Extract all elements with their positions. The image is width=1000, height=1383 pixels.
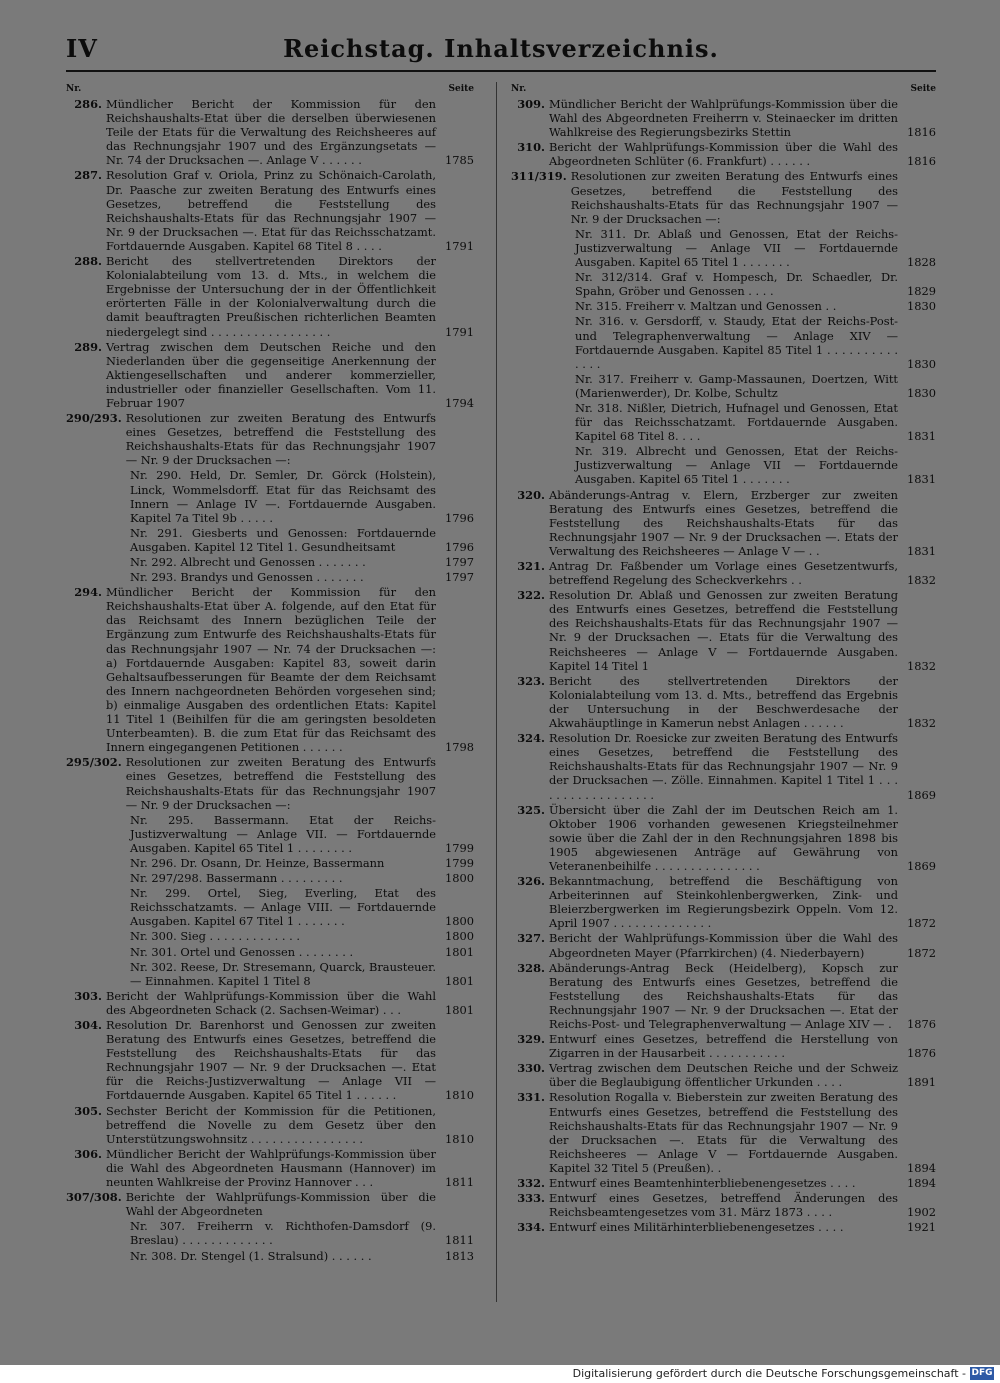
column-divider — [496, 82, 497, 1302]
entry-text: Mündlicher Bericht der Kommission für den Reichshaushalts-Etat über die derselben überwiesenen Teile der Etats für die Verwaltung des Reichsheeres auf das Rechnungsjahr 1907 und des Ergänzungsetats — Nr. 74 der Drucksachen —. Anlage V . . . . . . — [106, 97, 436, 168]
entry-text: Nr. 319. Albrecht und Genossen, Etat der Reichs-Justizverwaltung — Anlage VII — Fortdauernde Ausgaben. Kapitel 65 Titel 1 . . . . . . . — [575, 444, 898, 487]
toc-entry — [511, 961, 936, 1031]
entry-page: 1829 — [907, 284, 936, 299]
seite-label: Seite — [910, 84, 936, 94]
entry-text: Mündlicher Bericht der Wahlprüfungs-Kommission über die Wahl des Abgeordneten Hausmann (Hannover) im neunten Wahlkreise der Provinz Hannover . . . — [106, 1146, 436, 1190]
entry-page: 1832 — [907, 658, 936, 673]
toc-entry — [511, 97, 936, 139]
seite-label: Seite — [448, 84, 474, 94]
entry-page: 1796 — [445, 539, 474, 554]
entry-text: Nr. 290. Held, Dr. Semler, Dr. Görck (Holstein), Linck, Wommelsdorff. Etat für das Reichsamt des Innern — Anlage IV —. Fortdauernde Ausgaben. Kapitel 7a Titel 9b . . . . . — [130, 468, 436, 525]
left-column-head — [66, 82, 474, 96]
entry-page: 1799 — [445, 840, 474, 855]
entry-page: 1832 — [907, 716, 936, 731]
toc-entry — [511, 372, 936, 400]
entry-text: Vertrag zwischen dem Deutschen Reiche und den Niederlanden über die gegenseitige Anerkennung der Aktiengesellschaften und anderer kommerzieller, industrieller oder finanzieller Gesellschaften. Vom 11. Februar 1907 — [106, 339, 436, 410]
right-entries — [511, 97, 936, 1234]
entry-text: Resolution Rogalla v. Bieberstein zur zweiten Beratung des Entwurfs eines Gesetzes, betreffend die Feststellung des Reichshaushalts-Etats für das Rechnungsjahr 1907 — Nr. 9 der Drucksachen —. Etats für die Verwaltung des Reichsheeres — Anlage V — Fortdauernde Ausgaben. Kapitel 32 Titel 5 (Preußen). . — [549, 1090, 898, 1175]
entry-text: Resolution Dr. Roesicke zur zweiten Beratung des Entwurfs eines Gesetzes, betreffend die Feststellung des Reichshaushalts-Etats für das Rechnungsjahr 1907 — Nr. 9 der Drucksachen —. Zölle. Einnahmen. Kapitel 1 Titel 1 . . . . . . . . . . . . . . . . . . — [549, 731, 898, 802]
entry-page: 1891 — [907, 1075, 936, 1090]
entry-number: 331. — [517, 1090, 545, 1105]
entry-number: 290/293. — [66, 411, 122, 426]
nr-label: Nr. — [66, 84, 82, 94]
entry-page: 1869 — [907, 787, 936, 802]
entry-text: Bericht des stellvertretenden Direktors der Kolonialabteilung vom 13. d. Mts., betreffend das Ergebnis der Untersuchung in der Beschwerdesache der Akwahäuptlinge in Kamerun nebst Anlagen . . . . . . — [549, 673, 898, 731]
entry-text: Resolutionen zur zweiten Beratung des Entwurfs eines Gesetzes, betreffend die Feststellung des Reichshaushalts-Etats für das Rechnungsjahr 1907 — Nr. 9 der Drucksachen —: — [125, 755, 436, 812]
entry-text: Mündlicher Bericht der Wahlprüfungs-Kommission über die Wahl des Abgeordneten Freiherrn v. Steinaecker im dritten Wahlkreise des Regierungsbezirks Stettin — [549, 97, 898, 140]
toc-entry — [511, 401, 936, 443]
footer-text: Digitalisierung gefördert durch die Deutsche Forschungsgemeinschaft - — [572, 1367, 966, 1380]
entry-text: Entwurf eines Gesetzes, betreffend Änderungen des Reichsbeamtengesetzes vom 31. März 1873 . . . . — [549, 1191, 898, 1220]
entry-text: Bericht der Wahlprüfungs-Kommission über die Wahl des Abgeordneten Mayer (Pfarrkirchen) (4. Niederbayern) — [549, 931, 898, 960]
entry-number: 311/319. — [511, 169, 567, 184]
entry-page: 1828 — [907, 255, 936, 270]
entry-text: Nr. 308. Dr. Stengel (1. Stralsund) . . . . . . — [130, 1248, 372, 1263]
entry-text: Nr. 311. Dr. Ablaß und Genossen, Etat der Reichs-Justizverwaltung — Anlage VII — Fortdauernde Ausgaben. Kapitel 65 Titel 1 . . . . . . . — [575, 226, 898, 270]
entry-number: 294. — [74, 585, 102, 600]
toc-entry — [66, 989, 474, 1017]
entry-text: Abänderungs-Antrag v. Elern, Erzberger zur zweiten Beratung des Entwurfs eines Gesetzes, betreffend die Feststellung des Reichshaushalts-Etats für das Rechnungsjahr 1907 — Nr. 9 der Drucksachen —. Etats der Verwaltung des Reichsheeres — Anlage V — . . — [549, 487, 898, 558]
nr-label: Nr. — [511, 84, 527, 94]
entry-page: 1830 — [907, 356, 936, 371]
entry-page: 1816 — [907, 125, 936, 140]
entry-number: 321. — [517, 559, 545, 573]
toc-entry — [66, 871, 474, 885]
entry-text: Resolution Dr. Ablaß und Genossen zur zweiten Beratung des Entwurfs eines Gesetzes, betreffend die Feststellung des Reichshaushalts-Etats für das Rechnungsjahr 1907 — Nr. 9 der Drucksachen —. Etats für die Verwaltung des Reichsheeres — Anlage V — Fortdauernde Ausgaben. Kapitel 14 Titel 1 — [549, 588, 898, 673]
entry-page: 1799 — [445, 855, 474, 870]
entry-text: Resolutionen zur zweiten Beratung des Entwurfs eines Gesetzes, betreffend die Feststellung des Reichshaushalts-Etats für das Rechnungsjahr 1907 — Nr. 9 der Drucksachen —: — [125, 411, 436, 468]
entry-text: Nr. 291. Giesberts und Genossen: Fortdauernde Ausgaben. Kapitel 12 Titel 1. Gesundheitsamt — [130, 525, 436, 554]
toc-entry — [66, 97, 474, 167]
entry-text: Nr. 295. Bassermann. Etat der Reichs-Justizverwaltung — Anlage VII. — Fortdauernde Ausgaben. Kapitel 65 Titel 1 . . . . . . . . — [130, 812, 436, 855]
entry-text: Nr. 299. Ortel, Sieg, Everling, Etat des Reichsschatzamts. — Anlage VIII. — Fortdauernde Ausgaben. Kapitel 67 Titel 1 . . . . . . . — [130, 886, 436, 929]
toc-entry — [511, 270, 936, 298]
toc-entry — [511, 227, 936, 269]
toc-entry — [66, 570, 474, 584]
entry-page: 1872 — [907, 916, 936, 931]
toc-entry — [511, 1061, 936, 1089]
entry-text: Resolutionen zur zweiten Beratung des Entwurfs eines Gesetzes, betreffend die Feststellung des Reichshaushalts-Etats für das Rechnungsjahr 1907 — Nr. 9 der Drucksachen —: — [570, 169, 898, 226]
entry-text: Resolution Dr. Barenhorst und Genossen zur zweiten Beratung des Entwurfs eines Gesetzes, betreffend die Feststellung des Reichshaushalts-Etats für das Rechnungsjahr 1907 — Nr. 9 der Drucksachen —. Etat für die Reichs-Justizverwaltung — Anlage VII — Fortdauernde Ausgaben. Kapitel 65 Titel 1 . . . . . . — [106, 1018, 436, 1103]
entry-number: 289. — [74, 339, 102, 354]
entry-number: 310. — [517, 140, 545, 155]
entry-page: 1798 — [445, 740, 474, 755]
entry-text: Bekanntmachung, betreffend die Beschäftigung von Arbeiterinnen auf Steinkohlenbergwerken, Zink- und Bleierzbergwerken im Regierungsbezirk Oppeln. Vom 12. April 1907 . . . . . . . . . . . . . . — [549, 874, 898, 931]
toc-entry — [66, 1249, 474, 1263]
header-rule — [66, 70, 936, 72]
entry-text: Nr. 302. Reese, Dr. Stresemann, Quarck, Brausteuer. — Einnahmen. Kapitel 1 Titel 8 — [130, 959, 436, 988]
entry-page: 1796 — [445, 510, 474, 525]
toc-entry — [511, 1176, 936, 1190]
entry-page: 1869 — [907, 858, 936, 873]
toc-entry — [66, 585, 474, 754]
entry-page: 1894 — [907, 1176, 936, 1191]
entry-number: 333. — [517, 1191, 545, 1206]
entry-page: 1800 — [445, 914, 474, 929]
toc-entry — [511, 140, 936, 168]
entry-number: 304. — [74, 1018, 102, 1032]
entry-text: Nr. 300. Sieg . . . . . . . . . . . . . — [130, 929, 301, 944]
entry-page: 1832 — [907, 573, 936, 588]
toc-entry — [511, 1090, 936, 1175]
entry-page: 1801 — [445, 973, 474, 988]
entry-text: Nr. 318. Nißler, Dietrich, Hufnagel und Genossen, Etat für das Reichsschatzamt. Fortdauernde Ausgaben. Kapitel 68 Titel 8. . . . — [575, 400, 898, 444]
entry-page: 1830 — [907, 385, 936, 400]
toc-entry — [511, 731, 936, 801]
entry-text: Nr. 315. Freiherr v. Maltzan und Genossen . . — [575, 299, 837, 314]
entry-number: 329. — [517, 1032, 545, 1047]
entry-number: 334. — [517, 1220, 545, 1235]
page-header — [66, 34, 936, 68]
toc-entry — [66, 755, 474, 811]
toc-entry — [66, 1104, 474, 1146]
toc-entry — [511, 169, 936, 225]
entry-number: 305. — [74, 1103, 102, 1118]
entry-text: Antrag Dr. Faßbender um Vorlage eines Gesetzentwurfs, betreffend Regelung des Scheckverkehrs . . — [549, 559, 898, 588]
dfg-logo-icon: DFG — [971, 1368, 993, 1378]
entry-number: 322. — [517, 588, 545, 603]
toc-entry — [511, 299, 936, 313]
entry-text: Nr. 293. Brandys und Genossen . . . . . . . — [130, 570, 364, 585]
entry-number: 328. — [517, 960, 545, 975]
toc-entry — [66, 886, 474, 928]
entry-number: 309. — [517, 97, 545, 111]
entry-page: 1831 — [907, 429, 936, 444]
entry-page: 1785 — [445, 153, 474, 168]
entry-page: 1921 — [907, 1220, 936, 1235]
entry-page: 1902 — [907, 1205, 936, 1220]
footer — [0, 1365, 1000, 1383]
entry-page: 1876 — [907, 1046, 936, 1061]
toc-entry — [66, 1219, 474, 1247]
toc-entry — [511, 559, 936, 587]
toc-entry — [66, 254, 474, 339]
entry-page: 1811 — [445, 1175, 474, 1190]
toc-entry — [66, 813, 474, 855]
entry-page: 1811 — [445, 1233, 474, 1248]
left-column — [66, 82, 474, 1263]
entry-page: 1800 — [445, 871, 474, 886]
entry-text: Mündlicher Bericht der Kommission für den Reichshaushalts-Etat über A. folgende, auf den Etat für das Reichsamt des Innern bezüglichen Teile der Ergänzung zum Entwurfe des Reichshaushalts-Etats für das Rechnungsjahr 1907 — Nr. 74 der Drucksachen —: a) Fortdauernde Ausgaben: Kapitel 83, soweit darin Gehaltsaufbesserungen für Beamte der dem Reichsamt des Innern nachgeordneten Behörden vorgesehen sind; b) einmalige Ausgaben des ordentlichen Etats: Kapitel 11 Titel 1 (Beihilfen für die am geringsten besoldeten Unterbeamten). B. die zum Etat für das Reichsamt des Innern eingegangenen Petitionen . . . . . . — [106, 585, 436, 755]
toc-entry — [66, 411, 474, 467]
entry-text: Bericht der Wahlprüfungs-Kommission über die Wahl des Abgeordneten Schack (2. Sachsen-Weimar) . . . — [106, 988, 436, 1017]
entry-text: Entwurf eines Beamtenhinterbliebenengesetzes . . . . — [549, 1176, 856, 1191]
toc-entry — [66, 468, 474, 524]
entry-page: 1872 — [907, 945, 936, 960]
page-title: Reichstag. Inhaltsverzeichnis. — [283, 34, 719, 63]
page-number: IV — [66, 34, 98, 63]
entry-number: 306. — [74, 1146, 102, 1161]
entry-page: 1831 — [907, 543, 936, 558]
entry-page: 1794 — [445, 395, 474, 410]
entry-number: 288. — [74, 254, 102, 269]
entry-page: 1813 — [445, 1248, 474, 1263]
entry-text: Entwurf eines Militärhinterbliebenengesetzes . . . . — [549, 1220, 844, 1235]
toc-entry — [66, 929, 474, 943]
entry-text: Berichte der Wahlprüfungs-Kommission über die Wahl der Abgeordneten — [125, 1190, 436, 1219]
right-column — [511, 82, 936, 1234]
entry-number: 327. — [517, 931, 545, 946]
toc-entry — [511, 874, 936, 930]
entry-number: 332. — [517, 1176, 545, 1191]
entry-text: Bericht der Wahlprüfungs-Kommission über die Wahl des Abgeordneten Schlüter (6. Frankfurt) . . . . . . — [549, 140, 898, 169]
entry-page: 1894 — [907, 1160, 936, 1175]
entry-page: 1791 — [445, 238, 474, 253]
toc-entry — [511, 1032, 936, 1060]
entry-page: 1797 — [445, 570, 474, 585]
toc-entry — [511, 314, 936, 370]
toc-entry — [66, 856, 474, 870]
toc-entry — [511, 931, 936, 959]
entry-number: 326. — [517, 874, 545, 889]
toc-entry — [511, 674, 936, 730]
toc-entry — [511, 1220, 936, 1234]
toc-entry — [66, 340, 474, 410]
entry-text: Nr. 297/298. Bassermann . . . . . . . . . — [130, 871, 343, 886]
entry-page: 1791 — [445, 324, 474, 339]
entry-number: 325. — [517, 802, 545, 817]
entry-text: Resolution Graf v. Oriola, Prinz zu Schönaich-Carolath, Dr. Paasche zur zweiten Beratung des Entwurfs eines Gesetzes, betreffend die Feststellung des Reichshaushalts-Etats für das Rechnungsjahr 1907 — Nr. 9 der Drucksachen —. Etat für das Reichsschatzamt. Fortdauernde Ausgaben. Kapitel 68 Titel 8 . . . . — [106, 168, 436, 253]
entry-number: 330. — [517, 1061, 545, 1076]
entry-number: 295/302. — [66, 755, 122, 770]
toc-entry — [66, 1147, 474, 1189]
toc-entry — [511, 1191, 936, 1219]
entry-text: Übersicht über die Zahl der im Deutschen Reich am 1. Oktober 1906 vorhanden gewesenen Kriegsteilnehmer sowie über die Zahl der in den Rechnungsjahren 1898 bis 1905 abgewiesenen Anträge auf Gewährung von Veteranenbeihilfe . . . . . . . . . . . . . . . — [549, 802, 898, 873]
entry-text: Bericht des stellvertretenden Direktors der Kolonialabteilung vom 13. d. Mts., in welchem die Ergebnisse der Untersuchung der in der Öffentlichkeit erörterten Fälle in der Kolonialverwaltung durch die damit beauftragten Preußischen richterlichen Beamten niedergelegt sind . . . . . . . . . . . . . . . . . — [106, 254, 436, 339]
entry-number: 287. — [74, 168, 102, 183]
left-entries — [66, 97, 474, 1263]
toc-entry — [66, 168, 474, 253]
entry-page: 1800 — [445, 929, 474, 944]
toc-entry — [66, 960, 474, 988]
entry-text: Nr. 296. Dr. Osann, Dr. Heinze, Bassermann — [130, 855, 385, 870]
toc-entry — [66, 555, 474, 569]
entry-number: 324. — [517, 731, 545, 746]
entry-page: 1816 — [907, 154, 936, 169]
toc-entry — [511, 803, 936, 873]
entry-number: 320. — [517, 487, 545, 502]
entry-text: Vertrag zwischen dem Deutschen Reiche und der Schweiz über die Beglaubigung öffentlicher Urkunden . . . . — [549, 1061, 898, 1090]
entry-number: 286. — [74, 97, 102, 111]
entry-text: Nr. 301. Ortel und Genossen . . . . . . . . — [130, 944, 354, 959]
entry-page: 1810 — [445, 1131, 474, 1146]
entry-text: Nr. 307. Freiherrn v. Richthofen-Damsdorf (9. Breslau) . . . . . . . . . . . . . — [130, 1219, 436, 1248]
entry-text: Nr. 316. v. Gersdorff, v. Staudy, Etat der Reichs-Post- und Telegraphenverwaltung — Anlage XIV — Fortdauernde Ausgaben. Kapitel 85 Titel 1 . . . . . . . . . . . . . . — [575, 314, 898, 371]
toc-entry — [66, 1018, 474, 1103]
toc-entry — [511, 444, 936, 486]
entry-page: 1810 — [445, 1088, 474, 1103]
entry-number: 303. — [74, 988, 102, 1003]
entry-text: Nr. 292. Albrecht und Genossen . . . . . . . — [130, 555, 366, 569]
entry-page: 1876 — [907, 1017, 936, 1031]
entry-page: 1801 — [445, 944, 474, 959]
entry-number: 323. — [517, 673, 545, 688]
entry-page: 1830 — [907, 299, 936, 314]
toc-entry — [66, 945, 474, 959]
entry-number: 307/308. — [66, 1190, 122, 1205]
entry-page: 1831 — [907, 472, 936, 487]
toc-entry — [66, 526, 474, 554]
entry-text: Nr. 317. Freiherr v. Gamp-Massaunen, Doertzen, Witt (Marienwerder), Dr. Kolbe, Schultz — [575, 371, 898, 400]
entry-page: 1797 — [445, 555, 474, 569]
toc-entry — [511, 488, 936, 558]
toc-entry — [511, 588, 936, 673]
entry-text: Entwurf eines Gesetzes, betreffend die Herstellung von Zigarren in der Hausarbeit . . . . . . . . . . . — [549, 1032, 898, 1061]
toc-entry — [66, 1190, 474, 1218]
entry-text: Abänderungs-Antrag Beck (Heidelberg), Kopsch zur Beratung des Entwurfs eines Gesetzes, betreffend die Feststellung des Reichshaushalts-Etats für das Rechnungsjahr 1907 — Nr. 9 der Drucksachen —. Etat der Reichs-Post- und Telegraphenverwaltung — Anlage XIV — . — [549, 960, 898, 1031]
right-column-head — [511, 82, 936, 96]
entry-page: 1801 — [445, 1002, 474, 1017]
entry-text: Sechster Bericht der Kommission für die Petitionen, betreffend die Novelle zu dem Gesetz über den Unterstützungswohnsitz . . . . . . . . . . . . . . . . — [106, 1103, 436, 1146]
entry-text: Nr. 312/314. Graf v. Hompesch, Dr. Schaedler, Dr. Spahn, Gröber und Genossen . . . . — [575, 270, 898, 299]
